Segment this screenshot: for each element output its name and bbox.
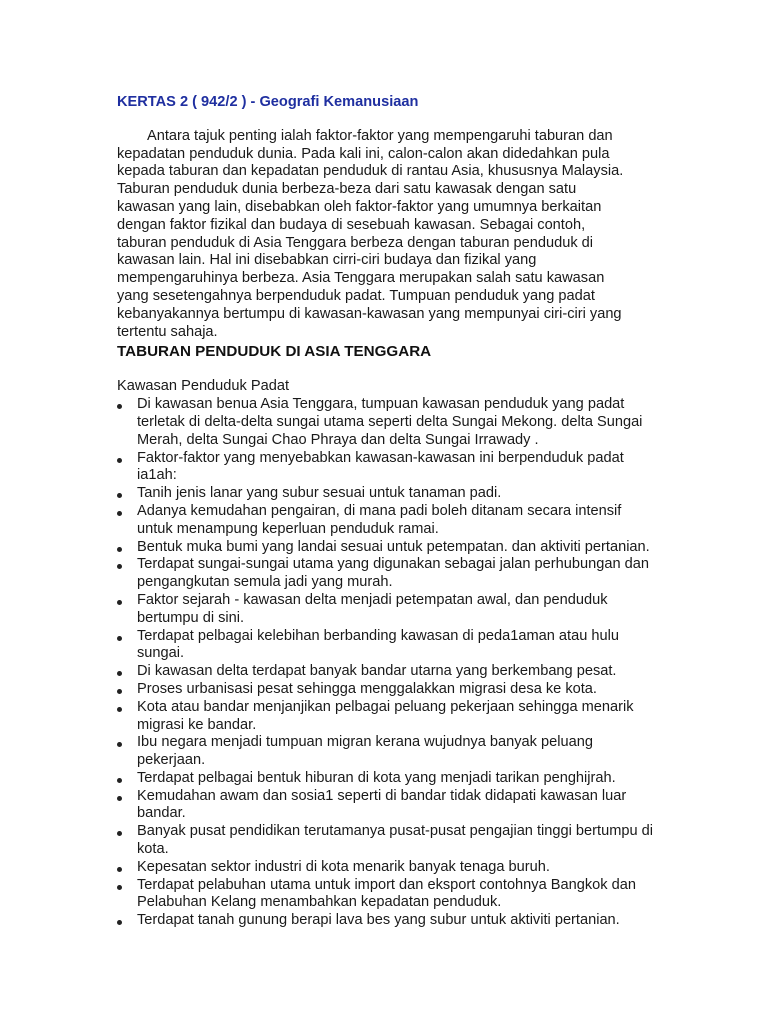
list-item: Faktor sejarah - kawasan delta menjadi petempatan awal, dan penduduk bertumpu di sini. [117,592,657,628]
list-item: Proses urbanisasi pesat sehingga menggalakkan migrasi desa ke kota. [117,681,657,699]
list-item: Tanih jenis lanar yang subur sesuai untuk tanaman padi. [117,485,657,503]
document-body [117,94,657,930]
list-item: Terdapat sungai-sungai utama yang digunakan sebagai jalan perhubungan dan pengangkutan semula jadi yang murah. [117,556,657,592]
list-item: Banyak pusat pendidikan terutamanya pusat-pusat pengajian tinggi bertumpu di kota. [117,823,657,859]
list-item: Di kawasan delta terdapat banyak bandar utarna yang berkembang pesat. [117,663,657,681]
list-item: Kota atau bandar menjanjikan pelbagai peluang pekerjaan sehingga menarik migrasi ke bandar. [117,699,657,735]
list-item: Terdapat pelabuhan utama untuk import dan eksport contohnya Bangkok dan Pelabuhan Kelang menambahkan kepadatan penduduk. [117,877,657,913]
list-item: Kemudahan awam dan sosia1 seperti di bandar tidak didapati kawasan luar bandar. [117,788,657,824]
list-item: Ibu negara menjadi tumpuan migran kerana wujudnya banyak peluang pekerjaan. [117,734,657,770]
bullet-list [117,396,657,930]
list-item: Bentuk muka bumi yang landai sesuai untuk petempatan. dan aktiviti pertanian. [117,539,657,557]
list-item: Terdapat pelbagai kelebihan berbanding kawasan di peda1aman atau hulu sungai. [117,628,657,664]
list-item: Adanya kemudahan pengairan, di mana padi boleh ditanam secara intensif untuk menampung keperluan penduduk ramai. [117,503,657,539]
intro-paragraph: Antara tajuk penting ialah faktor-faktor yang mempengaruhi taburan dan kepadatan penduduk dunia. Pada kali ini, calon-calon akan didedahkan pula kepada taburan dan kepadatan penduduk di rantau Asia, khususnya Malaysia. Taburan penduduk dunia berbeza-beza dari satu kawasak dengan satu kawasan yang lain, disebabkan oleh faktor-faktor yang umumnya berkaitan dengan faktor fizikal dan budaya di sesebuah kawasan. Sebagai contoh, taburan penduduk di Asia Tenggara berbeza dengan taburan penduduk di kawasan lain. Hal ini disebabkan cirri-ciri budaya dan fizikal yang mempengaruhinya berbeza. Asia Tenggara merupakan salah satu kawasan yang sesetengahnya berpenduduk padat. Tumpuan penduduk yang padat kebanyakannya bertumpu di kawasan-kawasan yang mempunyai ciri-ciri yang tertentu sahaja. [117,127,624,340]
sub-heading: Kawasan Penduduk Padat [117,378,290,395]
section-heading: TABURAN PENDUDUK DI ASIA TENGGARA [117,343,432,361]
document-title: KERTAS 2 ( 942/2 ) - Geografi Kemanusiaan [117,94,419,110]
list-item: Terdapat pelbagai bentuk hiburan di kota yang menjadi tarikan penghijrah. [117,770,657,788]
list-item: Di kawasan benua Asia Tenggara, tumpuan kawasan penduduk yang padat terletak di delta-delta sungai utama seperti delta Sungai Mekong. delta Sungai Merah, delta Sungai Chao Phraya dan delta Sungai Irrawady . [117,396,657,449]
list-item: Faktor-faktor yang menyebabkan kawasan-kawasan ini berpenduduk padat ia1ah: [117,450,657,486]
list-item: Terdapat tanah gunung berapi lava bes yang subur untuk aktiviti pertanian. [117,912,657,930]
list-item: Kepesatan sektor industri di kota menarik banyak tenaga buruh. [117,859,657,877]
